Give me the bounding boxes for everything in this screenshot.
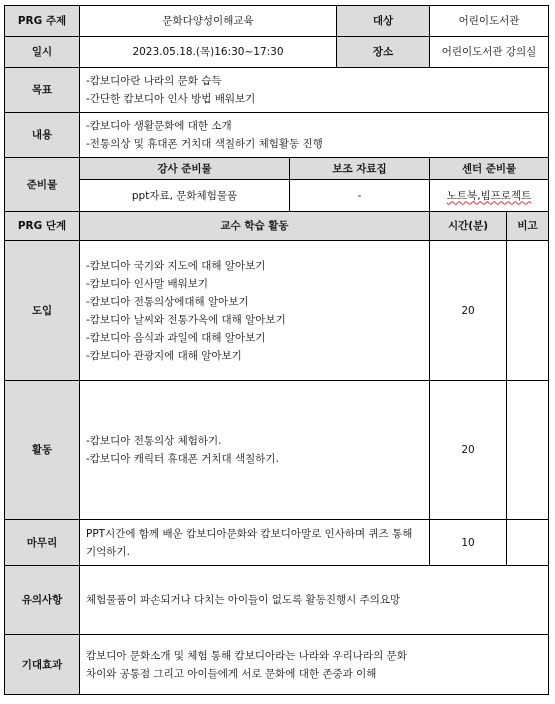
- program-value: 문화다양성이해교육: [80, 6, 337, 37]
- goal-row: [5, 68, 549, 113]
- instructor-prep-value: ppt자료, 문화체험물품: [80, 180, 290, 212]
- effect-text: 캄보디아 문화소개 및 체험 통해 캄보디아라는 나라와 우리나라의 문화 차이와 공통점 그리고 아이들에게 서로 문화에 대한 존중과 이해: [86, 649, 407, 680]
- activity-line: -캄보디아 전통의상에대해 알아보기: [86, 295, 249, 308]
- program-label: PRG 주제: [5, 6, 80, 37]
- aux-material-label: 보조 자료집: [290, 158, 430, 180]
- date-label: 일시: [5, 37, 80, 68]
- content-line: -캄보디아 생활문화에 대한 소개: [86, 120, 232, 132]
- stage-time: 20: [430, 241, 507, 381]
- aux-material-value: -: [290, 180, 430, 212]
- place-label: 장소: [337, 37, 430, 68]
- stage-note: [507, 241, 549, 381]
- instructor-prep-label: 강사 준비물: [80, 158, 290, 180]
- stage-row-activity: [5, 381, 549, 520]
- activity-header: 교수 학습 활동: [80, 212, 430, 241]
- stage-activity: [80, 241, 430, 381]
- prep-header-row: [5, 158, 549, 180]
- goal-line: -캄보디아란 나라의 문화 습득: [86, 75, 222, 87]
- content-row: [5, 113, 549, 158]
- activity-line: -캄보디아 전통의상 체험하기.: [86, 435, 222, 447]
- content-line: -전통의상 및 휴대폰 거치대 색칠하기 체험활동 진행: [86, 138, 323, 150]
- content-content: [80, 113, 549, 158]
- center-prep-value: [430, 180, 549, 212]
- caution-row: [5, 566, 549, 635]
- stage-time: 10: [430, 520, 507, 566]
- program-row: [5, 6, 549, 37]
- effect-row: [5, 635, 549, 695]
- stage-name: 도입: [5, 241, 80, 381]
- time-header: 시간(분): [430, 212, 507, 241]
- prep-label: 준비물: [5, 158, 80, 212]
- effect-content: [80, 635, 549, 695]
- target-value: 어린이도서관: [430, 6, 549, 37]
- activity-line: -캄보디아 음식과 과일에 대해 알아보기: [86, 331, 266, 344]
- activity-line: -캄보디아 캐릭터 휴대폰 거치대 색칠하기.: [86, 453, 279, 465]
- caution-content: [80, 566, 549, 635]
- activity-line: -캄보디아 인사말 배워보기: [86, 277, 209, 290]
- prep-value-row: [5, 180, 549, 212]
- stage-header-row: [5, 212, 549, 241]
- activity-line: -캄보디아 날씨와 전통가옥에 대해 알아보기: [86, 313, 286, 326]
- date-value: 2023.05.18.(목)16:30~17:30: [80, 37, 337, 68]
- activity-line: -캄보디아 국기와 지도에 대해 알아보기: [86, 259, 266, 272]
- center-prep-text: 노트북,빔프로젝트: [446, 189, 532, 202]
- date-row: [5, 37, 549, 68]
- activity-text: PPT시간에 함께 배운 캄보디아문화와 캄보디아말로 인사하며 퀴즈 통해 기억하기.: [86, 527, 413, 558]
- center-prep-label: 센터 준비물: [430, 158, 549, 180]
- effect-label: 기대효과: [5, 635, 80, 695]
- stage-header: PRG 단계: [5, 212, 80, 241]
- goal-content: [80, 68, 549, 113]
- goal-line: -간단한 캄보디아 인사 방법 배워보기: [86, 93, 256, 105]
- stage-activity: [80, 520, 430, 566]
- stage-name: 마무리: [5, 520, 80, 566]
- stage-name: 활동: [5, 381, 80, 520]
- caution-label: 유의사항: [5, 566, 80, 635]
- target-label: 대상: [337, 6, 430, 37]
- caution-text: 체험물품이 파손되거나 다치는 아이들이 없도록 활동진행시 주의요망: [86, 594, 401, 606]
- place-value: 어린이도서관 강의실: [430, 37, 549, 68]
- stage-activity: [80, 381, 430, 520]
- goal-label: 목표: [5, 68, 80, 113]
- stage-note: [507, 381, 549, 520]
- activity-line: -캄보디아 관광지에 대해 알아보기: [86, 349, 242, 362]
- lesson-plan-table: [4, 5, 549, 695]
- content-label: 내용: [5, 113, 80, 158]
- stage-note: [507, 520, 549, 566]
- stage-time: 20: [430, 381, 507, 520]
- stage-row-wrapup: [5, 520, 549, 566]
- stage-row-intro: [5, 241, 549, 381]
- note-header: 비고: [507, 212, 549, 241]
